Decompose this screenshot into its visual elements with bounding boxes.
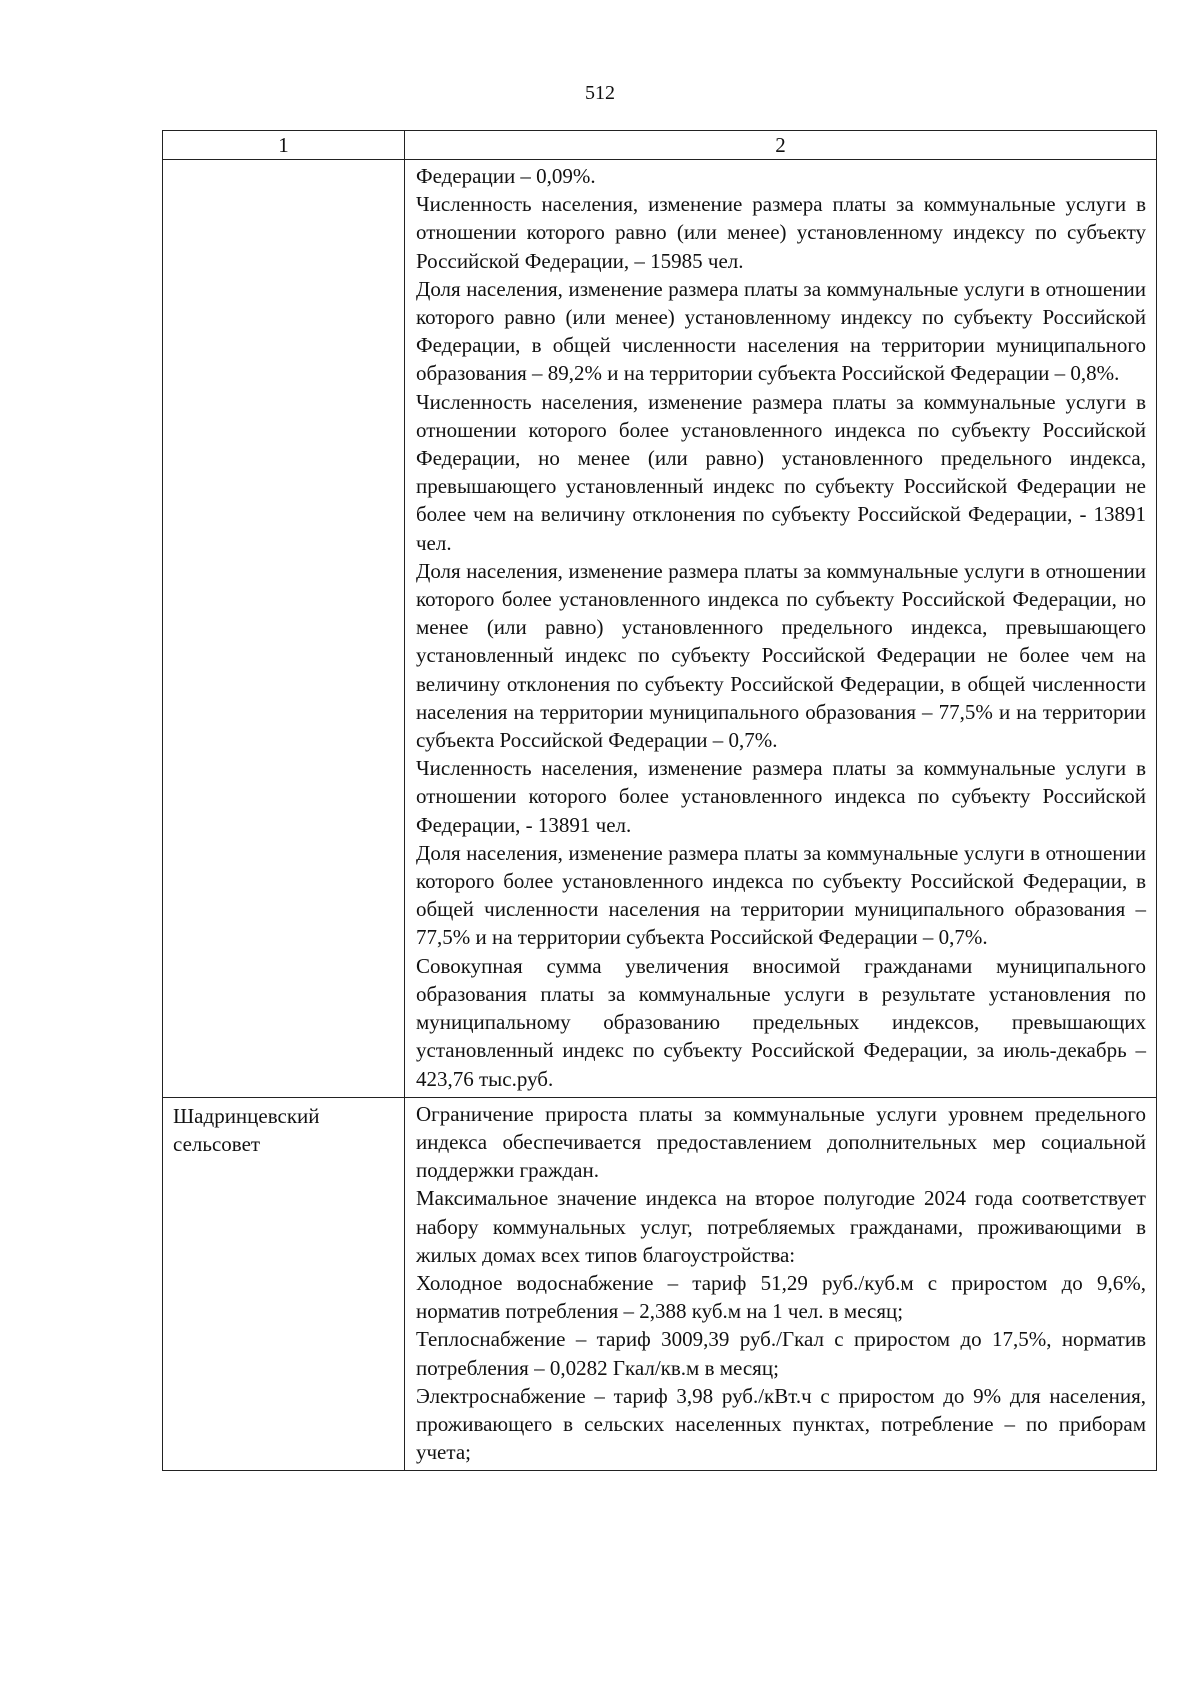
municipality-cell: Шадринцевский сельсовет (163, 1097, 405, 1471)
paragraph: Теплоснабжение – тариф 3009,39 руб./Гкал с приростом до 17,5%, норматив потребления – 0,0282 Гкал/кв.м в месяц; (416, 1327, 1146, 1380)
paragraph: Ограничение прироста платы за коммунальные услуги уровнем предельного индекса обеспечивается предоставлением дополнительных мер социальной поддержки граждан. (416, 1101, 1146, 1183)
paragraph: Доля населения, изменение размера платы за коммунальные услуги в отношении которого равно (или менее) установленному индексу по субъекту Российской Федерации, в общей численности населения на территории муниципального образования – 89,2% и на территории субъекта Российской Федерации – 0,8%. (416, 276, 1146, 386)
table-header-row (163, 131, 1157, 160)
paragraph: Максимальное значение индекса на второе полугодие 2024 года соответствует набору коммунальных услуг, потребляемых гражданами, проживающими в жилых домах всех типов благоустройства: (416, 1186, 1146, 1267)
table-row (163, 160, 1157, 1098)
paragraph: Доля населения, изменение размера платы за коммунальные услуги в отношении которого более установленного индекса по субъекту Российской Федерации, но менее (или равно) установленного предельного индекса, превышающего установленный индекс по субъекту Российской Федерации не более чем на величину отклонения по субъекту Российской Федерации, в общей численности населения на территории муниципального образования – 77,5% и на территории субъекта Российской Федерации – 0,7%. (416, 558, 1146, 753)
paragraph: Численность населения, изменение размера платы за коммунальные услуги в отношении которого равно (или менее) установленному индексу по субъекту Российской Федерации, – 15985 чел. (416, 192, 1146, 273)
paragraph: Электроснабжение – тариф 3,98 руб./кВт.ч с приростом до 9% для населения, проживающего в сельских населенных пунктах, потребление – по приборам учета; (416, 1383, 1146, 1465)
page-number: 512 (585, 82, 615, 104)
table-row (163, 1097, 1157, 1471)
paragraph: Холодное водоснабжение – тариф 51,29 руб./куб.м с приростом до 9,6%, норматив потребления – 2,388 куб.м на 1 чел. в месяц; (416, 1270, 1146, 1324)
paragraph: Доля населения, изменение размера платы за коммунальные услуги в отношении которого более установленного индекса по субъекту Российской Федерации, в общей численности населения на территории муниципального образования – 77,5% и на территории субъекта Российской Федерации – 0,7%. (416, 840, 1146, 950)
description-cell (405, 160, 1157, 1098)
paragraph: Численность населения, изменение размера платы за коммунальные услуги в отношении которого более установленного индекса по субъекту Российской Федерации, - 13891 чел. (416, 756, 1146, 837)
column-header-1: 1 (163, 131, 405, 160)
description-cell (405, 1097, 1157, 1471)
column-header-2: 2 (405, 131, 1157, 160)
paragraph: Федерации – 0,09%. (416, 164, 596, 188)
paragraph: Совокупная сумма увеличения вносимой гражданами муниципального образования платы за коммунальные услуги в результате установления по муниципальному образованию предельных индексов, превышающих установленный индекс по субъекту Российской Федерации, за июль-декабрь – 423,76 тыс.руб. (416, 953, 1146, 1091)
municipality-cell (163, 160, 405, 1098)
document-table (162, 130, 1157, 1471)
paragraph: Численность населения, изменение размера платы за коммунальные услуги в отношении которого более установленного индекса по субъекту Российской Федерации, но менее (или равно) установленного предельного индекса, превышающего установленный индекс по субъекту Российской Федерации не более чем на величину отклонения по субъекту Российской Федерации, - 13891 чел. (416, 389, 1146, 555)
